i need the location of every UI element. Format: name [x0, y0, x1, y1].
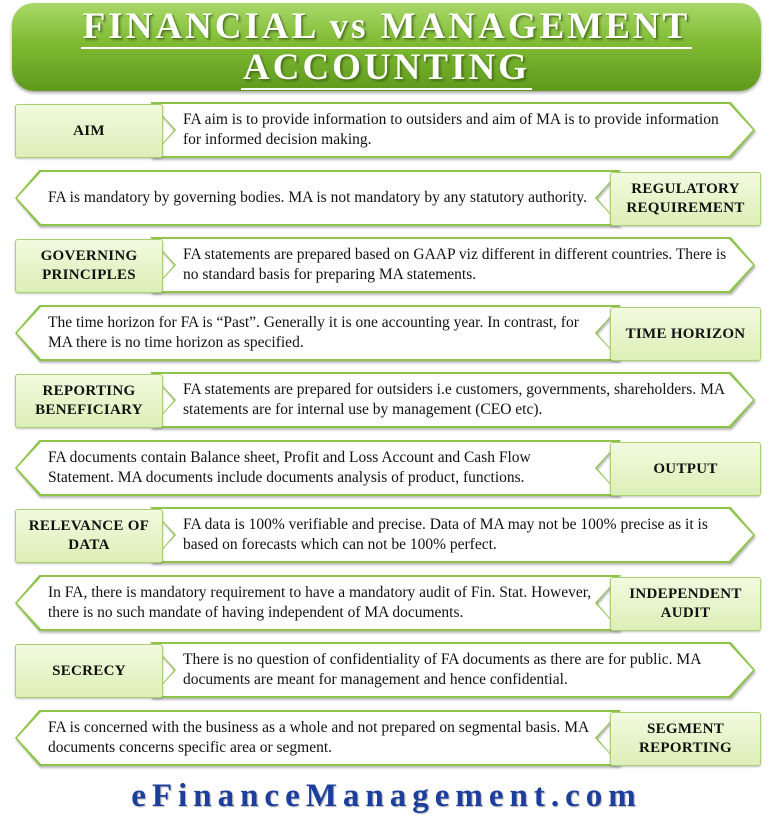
comparison-row-regulatory-requirement — [0, 170, 773, 228]
row-description: The time horizon for FA is “Past”. Generally it is one accounting year. In contrast, for MA there is no time horizon as specified. — [48, 314, 579, 351]
row-description: There is no question of confidentiality of FA documents as there are for public. MA documents are meant for management and hence confidential. — [183, 651, 701, 688]
row-label: RELEVANCE OF DATA — [15, 509, 163, 563]
comparison-row-governing-principles — [0, 237, 773, 295]
row-label: OUTPUT — [610, 442, 761, 496]
row-label: INDEPENDENT AUDIT — [610, 577, 761, 631]
title-banner — [12, 3, 761, 91]
row-description: FA documents contain Balance sheet, Profit and Loss Account and Cash Flow Statement. MA documents include documents analysis of product, functions. — [48, 449, 531, 486]
row-description: In FA, there is mandatory requirement to have a mandatory audit of Fin. Stat. However, there is no such mandate of having independent of MA documents. — [48, 584, 592, 621]
comparison-row-relevance-of-data — [0, 507, 773, 565]
row-description: FA is concerned with the business as a whole and not prepared on segmental basis. MA documents concerns specific area or segment. — [48, 719, 589, 756]
row-description: FA is mandatory by governing bodies. MA is not mandatory by any statutory authority. — [48, 189, 587, 206]
row-description: FA data is 100% verifiable and precise. Data of MA may not be 100% precise as it is based on forecasts which can not be 100% perfect. — [183, 516, 708, 553]
row-label: REGULATORY REQUIREMENT — [610, 172, 761, 226]
row-label: GOVERNING PRINCIPLES — [15, 239, 163, 293]
comparison-row-secrecy — [0, 642, 773, 700]
row-description: FA statements are prepared for outsiders i.e customers, governments, shareholders. MA statements are for internal use by management (CEO etc). — [183, 381, 725, 418]
row-label: SECRECY — [15, 644, 163, 698]
title-line-2: ACCOUNTING — [243, 47, 530, 88]
row-label: REPORTING BENEFICIARY — [15, 374, 163, 428]
row-description: FA aim is to provide information to outsiders and aim of MA is to provide information for informed decision making. — [183, 111, 719, 148]
row-label: TIME HORIZON — [610, 307, 761, 361]
row-label: AIM — [15, 104, 163, 158]
comparison-row-aim — [0, 102, 773, 160]
comparison-row-segment-reporting — [0, 710, 773, 768]
title-line-1: FINANCIAL vs MANAGEMENT — [82, 6, 691, 47]
comparison-row-reporting-beneficiary — [0, 372, 773, 430]
row-description: FA statements are prepared based on GAAP viz different in different countries. There is no standard basis for preparing MA statements. — [183, 246, 727, 283]
row-label: SEGMENT REPORTING — [610, 712, 761, 766]
site-watermark: eFinanceManagement.com — [131, 778, 642, 814]
comparison-row-independent-audit — [0, 575, 773, 633]
comparison-row-time-horizon — [0, 305, 773, 363]
comparison-row-output — [0, 440, 773, 498]
